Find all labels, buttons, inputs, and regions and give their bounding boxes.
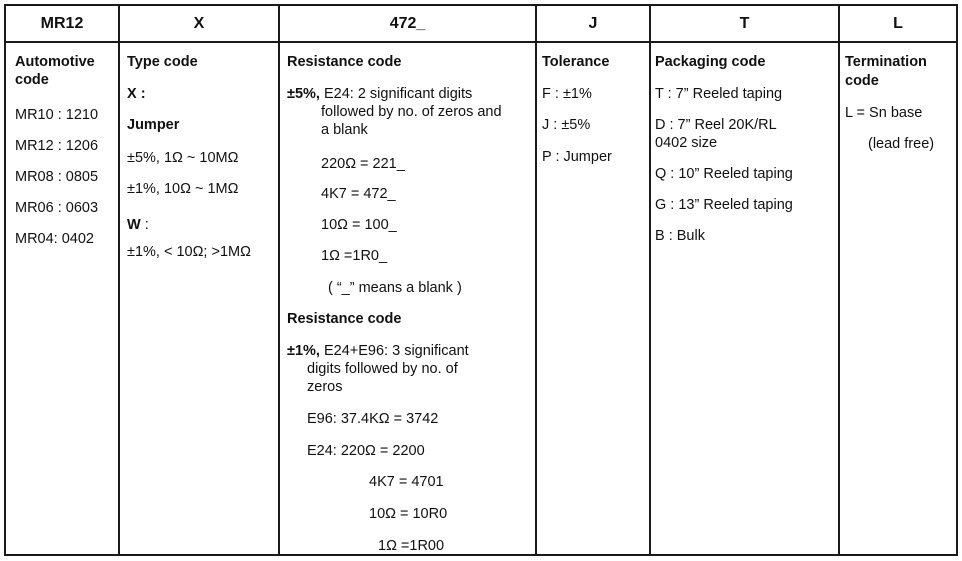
resistance-code-column (280, 43, 535, 554)
resistance-code-title-2: Resistance code (287, 311, 402, 327)
resistance-example: 4K7 = 4701 (369, 474, 444, 490)
packaging-item: Q : 10” Reeled taping (655, 166, 793, 182)
automotive-code-item: MR04: 0402 (15, 231, 94, 247)
marking-code-table (4, 4, 958, 556)
automotive-code-item: MR10 : 1210 (15, 107, 99, 123)
resistance-1pct-rule-cont: zeros (307, 379, 343, 395)
type-w-label: W : (127, 217, 149, 233)
resistance-example: 1Ω =1R0_ (321, 248, 388, 264)
type-code-title: Type code (127, 54, 198, 70)
blank-note: ( “_” means a blank ) (328, 280, 462, 296)
automotive-code-column (6, 43, 118, 554)
automotive-code-item: MR08 : 0805 (15, 169, 99, 185)
automotive-code-item: MR12 : 1206 (15, 138, 99, 154)
type-range-1pct: ±1%, 10Ω ~ 1MΩ (127, 181, 239, 197)
termination-code-title: Termination (845, 54, 927, 70)
packaging-code-column (651, 43, 838, 554)
packaging-item: D : 7” Reel 20K/RL (655, 117, 777, 133)
header-472: 472_ (389, 14, 426, 32)
resistance-5pct-rule-cont: a blank (321, 122, 368, 138)
type-range-5pct: ±5%, 1Ω ~ 10MΩ (127, 150, 239, 166)
packaging-item: G : 13” Reeled taping (655, 197, 793, 213)
tolerance-column (537, 43, 649, 554)
termination-code-title-2: code (845, 73, 879, 89)
termination-code-column (840, 43, 956, 554)
packaging-item: T : 7” Reeled taping (655, 86, 783, 102)
automotive-code-title: Automotive code (15, 54, 95, 88)
type-jumper-label: Jumper (127, 117, 180, 133)
automotive-code-item: MR06 : 0603 (15, 200, 99, 216)
termination-item: L = Sn base (845, 105, 923, 121)
tolerance-title: Tolerance (542, 54, 610, 70)
resistance-5pct-rule-cont: followed by no. of zeros and (321, 104, 502, 120)
type-code-column (120, 43, 278, 554)
packaging-code-title: Packaging code (655, 54, 766, 70)
tolerance-item: F : ±1% (542, 86, 592, 102)
type-x-label: X : (127, 86, 146, 102)
resistance-code-title: Resistance code (287, 54, 402, 70)
resistance-example: 1Ω =1R00 (378, 538, 445, 554)
resistance-example: 4K7 = 472_ (321, 186, 396, 202)
resistance-example: 220Ω = 221_ (321, 156, 405, 172)
header-t: T (739, 14, 750, 32)
termination-note: (lead free) (868, 136, 935, 152)
resistance-e24-example: E24: 220Ω = 2200 (307, 443, 425, 459)
header-x: X (193, 14, 205, 32)
resistance-example: 10Ω = 10R0 (369, 506, 448, 522)
header-l: L (893, 14, 903, 32)
packaging-item-cont: 0402 size (655, 135, 718, 151)
tolerance-item: P : Jumper (542, 149, 612, 165)
resistance-5pct-rule: ±5%, E24: 2 significant digits (287, 86, 473, 102)
tolerance-item: J : ±5% (542, 117, 591, 133)
resistance-example: 10Ω = 100_ (321, 217, 397, 233)
resistance-1pct-rule-cont: digits followed by no. of (307, 361, 458, 377)
header-j: J (588, 14, 598, 32)
type-range-w: ±1%, < 10Ω; >1MΩ (127, 244, 251, 260)
resistance-1pct-rule: ±1%, E24+E96: 3 significant (287, 343, 469, 359)
header-mr12: MR12 (40, 14, 84, 32)
packaging-item: B : Bulk (655, 228, 705, 244)
resistance-e96-example: E96: 37.4KΩ = 3742 (307, 411, 439, 427)
